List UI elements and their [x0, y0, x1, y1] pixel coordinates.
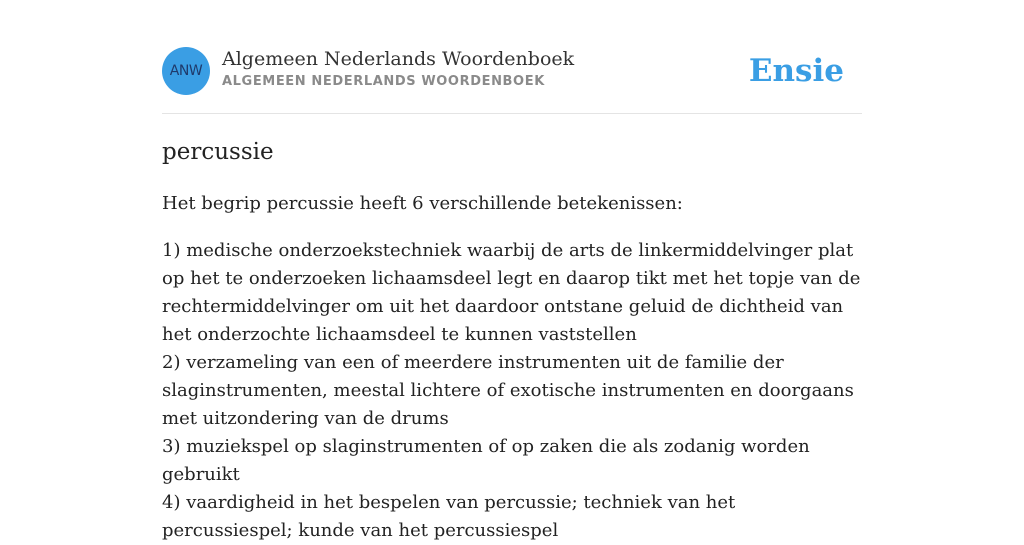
anw-logo[interactable] [162, 47, 210, 95]
definition-intro: Het begrip percussie heeft 6 verschillende betekenissen: [162, 193, 683, 214]
definition-item: 1) medische onderzoekstechniek waarbij de arts de linkermiddelvinger plat op het te onderzoeken lichaamsdeel legt en daarop tikt met het topje van de rechtermiddelvinger om uit het daardoor ontstane geluid de dichtheid van het onderzochte lichaamsdeel te kunnen vaststellen [162, 240, 861, 345]
ensie-brand-link[interactable]: Ensie [748, 53, 844, 89]
page-title: percussie [162, 139, 274, 165]
source-subtitle: ALGEMEEN NEDERLANDS WOORDENBOEK [222, 74, 545, 89]
logo-text: ANW [169, 63, 203, 79]
definition-item: 4) vaardigheid in het bespelen van percussie; techniek van het percussiespel; kunde van het percussiespel [162, 492, 736, 541]
source-title[interactable]: Algemeen Nederlands Woordenboek [222, 48, 575, 70]
definition-item: 2) verzameling van een of meerdere instrumenten uit de familie der slaginstrumenten, meestal lichtere of exotische instrumenten en doorgaans met uitzondering van de drums [162, 352, 854, 429]
header-divider [162, 113, 862, 114]
definitions-list [162, 237, 862, 545]
definition-item: 3) muziekspel op slaginstrumenten of op zaken die als zodanig worden gebruikt [162, 436, 810, 485]
source-header [162, 47, 862, 95]
